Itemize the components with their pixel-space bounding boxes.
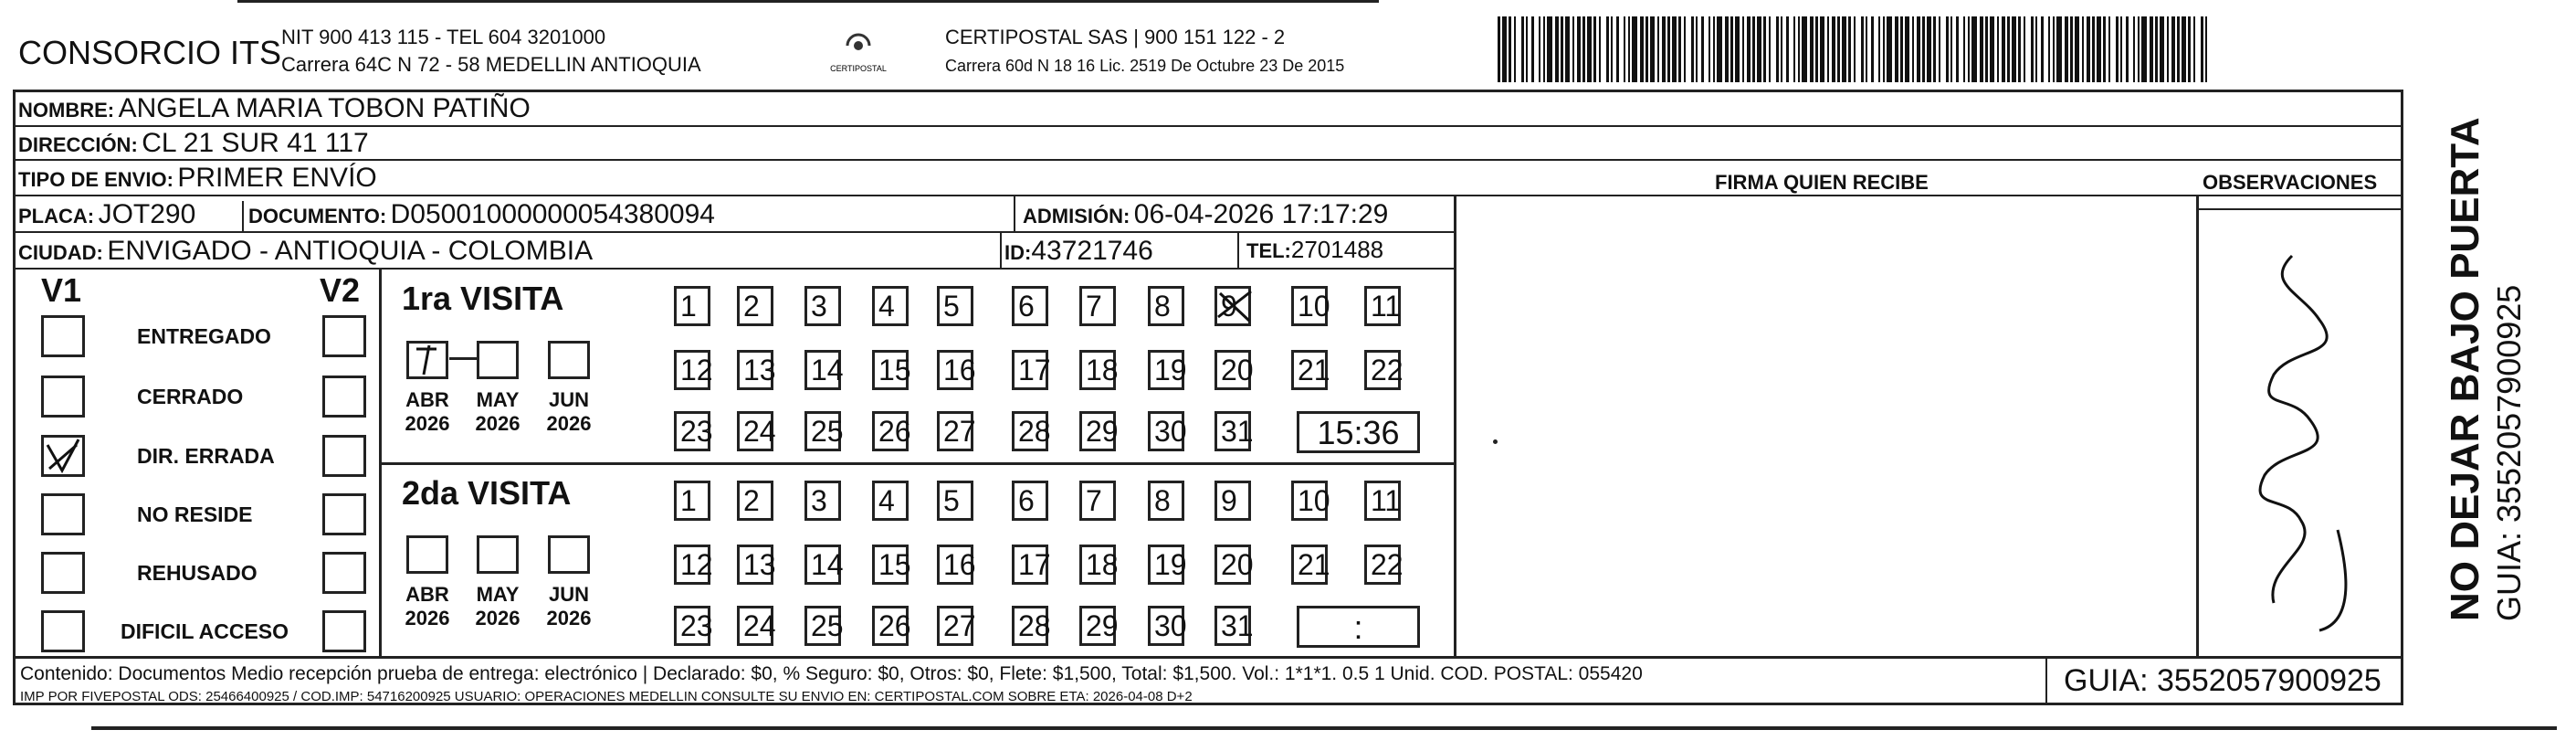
certipostal-logo (822, 26, 895, 77)
day-cell[interactable]: 3 (804, 286, 841, 326)
day-cell[interactable]: 16 (937, 545, 973, 585)
day-cell[interactable]: 14 (804, 350, 841, 390)
day-cell[interactable]: 30 (1148, 411, 1184, 451)
day-cell[interactable]: 3 (804, 481, 841, 521)
day-cell[interactable]: 25 (804, 606, 841, 646)
month-label: MAY (476, 583, 520, 606)
day-cell[interactable]: 1 (674, 286, 710, 326)
day-cell[interactable]: 21 (1291, 545, 1328, 585)
courier-address: Carrera 60d N 18 16 Lic. 2519 De Octubre 23 De 2015 (945, 57, 1345, 75)
day-cell[interactable]: 28 (1012, 411, 1048, 451)
month-checkbox[interactable] (477, 535, 519, 574)
v2-checkbox[interactable] (322, 376, 366, 418)
visit-title: 2da VISITA (402, 474, 572, 512)
month-label: JUN (548, 583, 589, 606)
day-cell[interactable]: 14 (804, 545, 841, 585)
guia-footer: GUIA: 3552057900925 (2064, 663, 2381, 698)
day-cell[interactable]: 24 (737, 606, 773, 646)
day-cell[interactable]: 22 (1364, 350, 1401, 390)
year-label: 2026 (405, 607, 450, 629)
month-checkbox[interactable] (477, 341, 519, 379)
day-cell[interactable]: 24 (737, 411, 773, 451)
nombre-label: NOMBRE: (18, 99, 115, 122)
day-cell[interactable]: 31 (1214, 606, 1251, 646)
day-cell[interactable]: 12 (674, 350, 710, 390)
imp-line: IMP POR FIVEPOSTAL ODS: 25466400925 / COD.IMP: 54716200925 USUARIO: OPERACIONES MEDELLIN CONSULTE SU ENVIO EN: CERTIPOSTAL.COM SOBRE ETA: 2026-04-08 D+2 (20, 689, 1193, 704)
v1-checkbox[interactable] (41, 435, 85, 477)
day-cell[interactable]: 7 (1079, 481, 1116, 521)
month-connector (449, 357, 477, 360)
day-cell[interactable]: 16 (937, 350, 973, 390)
id-label: ID: (1004, 241, 1032, 264)
status-label: CERRADO (137, 385, 244, 408)
nombre-value: ANGELA MARIA TOBON PATIÑO (118, 93, 531, 123)
v1-checkbox[interactable] (41, 376, 85, 418)
day-cell[interactable]: 31 (1214, 411, 1251, 451)
status-label: ENTREGADO (137, 324, 271, 348)
tel-value: 2701488 (1290, 236, 1384, 263)
courier-line: CERTIPOSTAL SAS | 900 151 122 - 2 (945, 26, 1286, 48)
signature (2210, 219, 2392, 649)
day-cell[interactable]: 18 (1079, 350, 1116, 390)
day-cell[interactable]: 15 (872, 350, 909, 390)
day-cell[interactable]: 29 (1079, 606, 1116, 646)
day-cell[interactable]: 27 (937, 606, 973, 646)
day-cell[interactable]: 26 (872, 606, 909, 646)
day-cell[interactable]: 11 (1364, 481, 1401, 521)
day-cell[interactable]: 27 (937, 411, 973, 451)
top-edge-line (237, 0, 1379, 3)
observaciones-label: OBSERVACIONES (2203, 171, 2378, 194)
day-cell[interactable]: 6 (1012, 481, 1048, 521)
v2-label: V2 (320, 271, 361, 309)
ciudad-value: ENVIGADO - ANTIOQUIA - COLOMBIA (107, 236, 594, 266)
status-label: DIR. ERRADA (137, 444, 275, 468)
year-label: 2026 (475, 607, 520, 629)
month-label: MAY (476, 388, 520, 411)
day-cell[interactable]: 9 (1214, 481, 1251, 521)
company-address: Carrera 64C N 72 - 58 MEDELLIN ANTIOQUIA (281, 53, 701, 76)
day-cell[interactable]: 23 (674, 411, 710, 451)
placa-label: PLACA: (18, 205, 95, 227)
month-checkbox[interactable] (548, 535, 590, 574)
admision-label: ADMISIÓN: (1023, 205, 1130, 227)
month-checkbox[interactable] (406, 535, 448, 574)
v2-checkbox[interactable] (322, 493, 366, 535)
v2-checkbox[interactable] (322, 315, 366, 357)
day-cell[interactable]: 18 (1079, 545, 1116, 585)
no-dejar-text: NO DEJAR BAJO PUERTA (2443, 117, 2487, 621)
day-cell[interactable]: 28 (1012, 606, 1048, 646)
direccion-value: CL 21 SUR 41 117 (142, 128, 369, 158)
day-cell[interactable]: 13 (737, 350, 773, 390)
barcode (1498, 16, 2219, 82)
nit-line: NIT 900 413 115 - TEL 604 3201000 (281, 26, 606, 48)
placa-value: JOT290 (98, 199, 196, 229)
day-cell[interactable]: 5 (937, 286, 973, 326)
direccion-label: DIRECCIÓN: (18, 133, 138, 156)
day-cell[interactable]: 22 (1364, 545, 1401, 585)
day-cell[interactable]: 10 (1291, 286, 1328, 326)
month-checkbox[interactable] (406, 341, 448, 379)
time-box[interactable]: : (1297, 606, 1420, 648)
day-check-mark (1214, 286, 1255, 333)
day-cell[interactable]: 23 (674, 606, 710, 646)
day-cell[interactable]: 13 (737, 545, 773, 585)
day-cell[interactable]: 19 (1148, 350, 1184, 390)
day-cell[interactable]: 26 (872, 411, 909, 451)
day-cell[interactable]: 20 (1214, 545, 1251, 585)
day-cell[interactable]: 6 (1012, 286, 1048, 326)
day-cell[interactable]: 25 (804, 411, 841, 451)
page-edge-line (91, 726, 2557, 730)
day-cell[interactable]: 4 (872, 286, 909, 326)
v2-checkbox[interactable] (322, 552, 366, 594)
v1-checkbox[interactable] (41, 315, 85, 357)
day-cell[interactable]: 5 (937, 481, 973, 521)
logo-text: CERTIPOSTAL (830, 64, 887, 73)
v1-checkbox[interactable] (41, 493, 85, 535)
day-cell[interactable]: 30 (1148, 606, 1184, 646)
id-value: 43721746 (1031, 236, 1153, 266)
admision-value: 06-04-2026 17:17:29 (1133, 199, 1389, 229)
day-cell[interactable]: 9 (1214, 286, 1251, 326)
side-guia-text: GUIA: 3552057900925 (2490, 284, 2528, 621)
visit-title: 1ra VISITA (402, 280, 564, 317)
month-label: ABR (405, 583, 449, 606)
year-label: 2026 (475, 412, 520, 435)
day-cell[interactable]: 29 (1079, 411, 1116, 451)
documento-value: D05001000000054380094 (390, 199, 715, 229)
tipo-envio-value: PRIMER ENVÍO (177, 163, 377, 193)
day-cell[interactable]: 8 (1148, 481, 1184, 521)
day-cell[interactable]: 17 (1012, 545, 1048, 585)
status-label: REHUSADO (137, 561, 258, 585)
year-label: 2026 (546, 412, 592, 435)
v2-checkbox[interactable] (322, 435, 366, 477)
signature-dot (1493, 439, 1498, 444)
year-label: 2026 (546, 607, 592, 629)
day-cell[interactable]: 21 (1291, 350, 1328, 390)
day-cell[interactable]: 20 (1214, 350, 1251, 390)
status-label: DIFICIL ACCESO (121, 619, 289, 643)
year-label: 2026 (405, 412, 450, 435)
company-name: CONSORCIO ITS (18, 34, 282, 71)
day-cell[interactable]: 8 (1148, 286, 1184, 326)
day-cell[interactable]: 19 (1148, 545, 1184, 585)
documento-label: DOCUMENTO: (248, 205, 387, 227)
side-text (2420, 91, 2539, 640)
v2-checkbox[interactable] (322, 610, 366, 652)
status-label: NO RESIDE (137, 502, 253, 526)
day-cell[interactable]: 2 (737, 481, 773, 521)
day-cell[interactable]: 7 (1079, 286, 1116, 326)
day-cell[interactable]: 10 (1291, 481, 1328, 521)
day-cell[interactable]: 1 (674, 481, 710, 521)
day-cell[interactable]: 11 (1364, 286, 1401, 326)
ciudad-label: CIUDAD: (18, 241, 103, 264)
tel-label: TEL: (1246, 239, 1291, 262)
month-label: JUN (548, 388, 589, 411)
v1-checkbox[interactable] (41, 552, 85, 594)
month-checkbox[interactable] (548, 341, 590, 379)
contenido-line: Contenido: Documentos Medio recepción prueba de entrega: electrónico | Declarado: $0, % Seguro: $0, Otros: $0, Flete: $1,500, Total: $1,500. Vol.: 1*1*1. 0.5 1 Unid. COD. POSTAL: 055420 (20, 663, 1643, 684)
time-box[interactable]: 15:36 (1297, 411, 1420, 453)
day-cell[interactable]: 12 (674, 545, 710, 585)
day-cell[interactable]: 17 (1012, 350, 1048, 390)
day-cell[interactable]: 15 (872, 545, 909, 585)
v1-checkbox[interactable] (41, 610, 85, 652)
v1-label: V1 (41, 271, 82, 309)
day-cell[interactable]: 4 (872, 481, 909, 521)
month-label: ABR (405, 388, 449, 411)
day-cell[interactable]: 2 (737, 286, 773, 326)
tipo-envio-label: TIPO DE ENVIO: (18, 168, 173, 191)
firma-label: FIRMA QUIEN RECIBE (1715, 171, 1929, 194)
